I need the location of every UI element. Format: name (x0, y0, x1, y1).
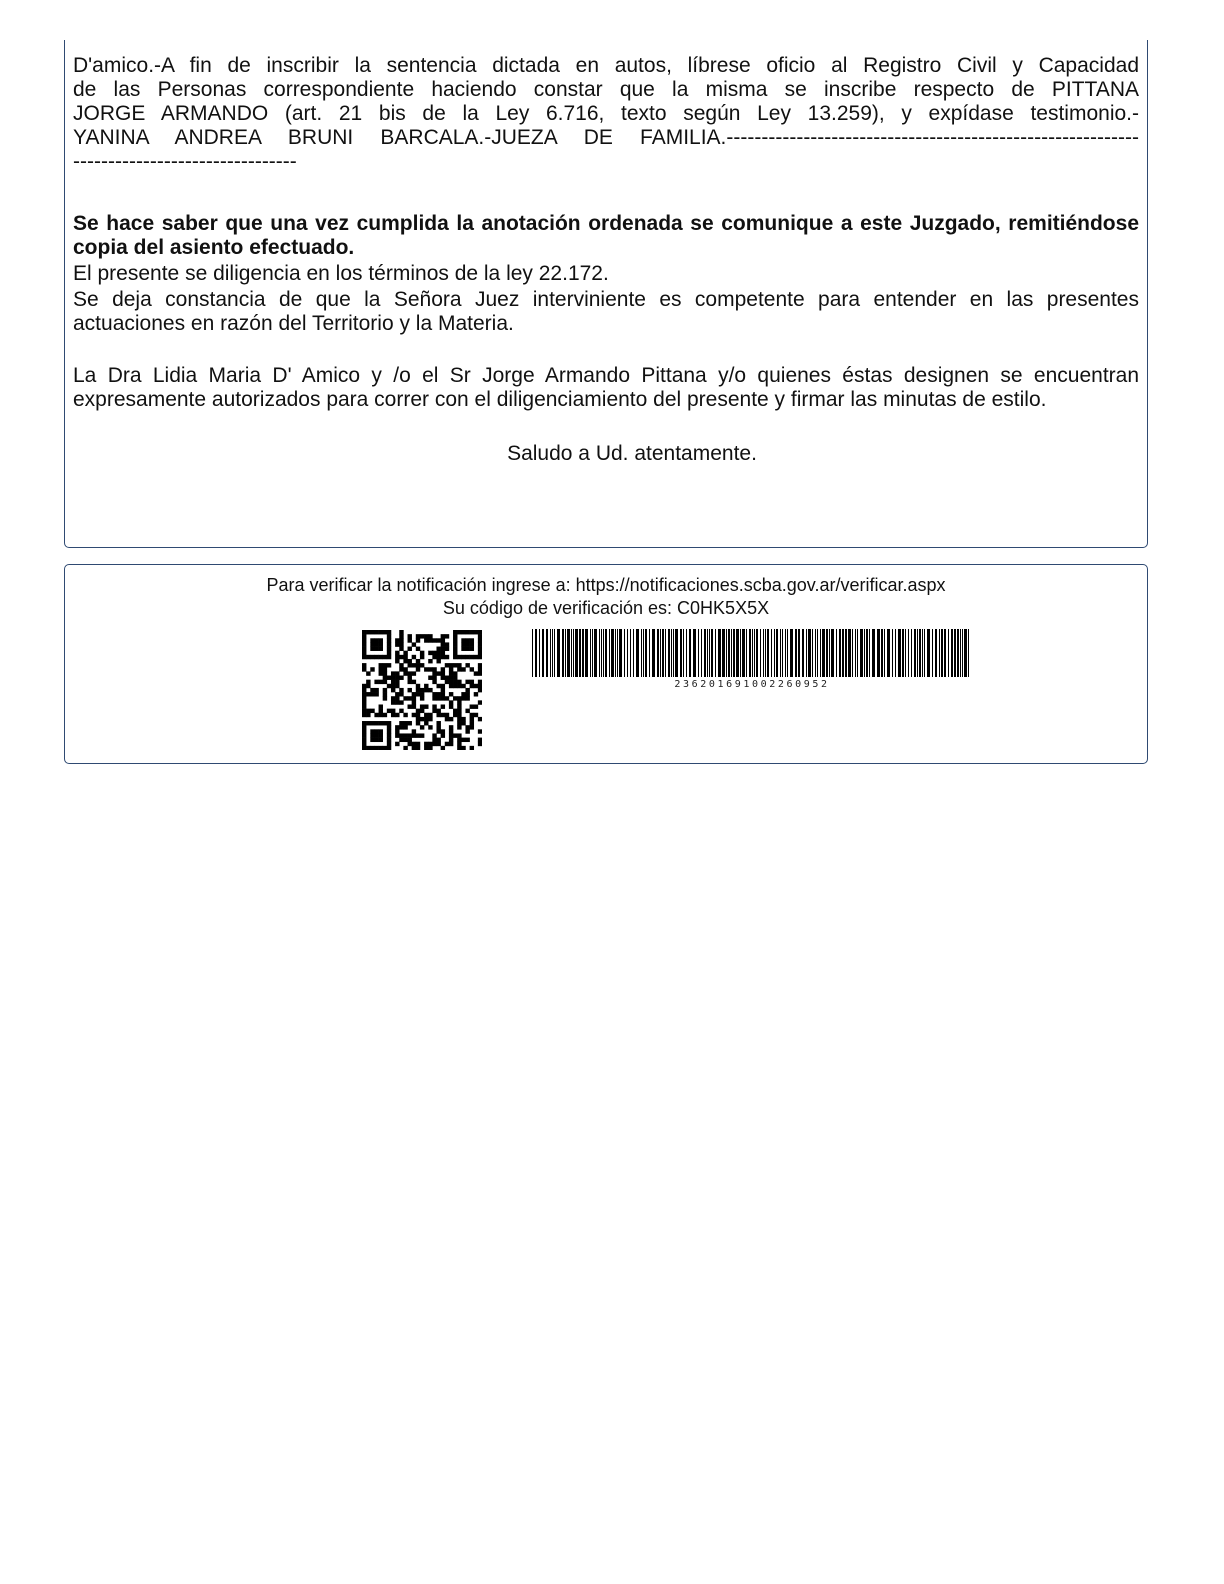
verification-box (64, 564, 1148, 764)
barcode-number: 236201691002260952 (674, 679, 830, 690)
closing-greeting: Saludo a Ud. atentamente. (507, 442, 757, 465)
ruling-text (73, 54, 1139, 174)
competence-paragraph: Se deja constancia de que la Señora Juez interviniente es competente para entender en las presentes actuaciones en razón del Territorio y la Materia. (73, 288, 1139, 335)
notification-body-box (64, 40, 1148, 548)
barcode-icon (532, 629, 972, 677)
law-paragraph: El presente se diligencia en los términos de la ley 22.172. (73, 262, 609, 285)
verification-code-text: Su código de verificación es: C0HK5X5X (442, 598, 770, 618)
notice-paragraph: Se hace saber que una vez cumplida la anotación ordenada se comunique a este Juzgado, remitiéndose copia del asiento efectuado. (73, 212, 1139, 259)
ruling-dash-tail: -------------------------------- (73, 150, 297, 173)
authorization-paragraph: La Dra Lidia Maria D' Amico y /o el Sr Jorge Armando Pittana y/o quienes éstas designen se encuentran expresamente autorizados para correr con el diligenciamiento del presente y firmar las minutas de estilo. (73, 364, 1139, 411)
ruling-line: JORGE ARMANDO (art. 21 bis de la Ley 6.716, texto según Ley 13.259), y expídase testimonio.- (73, 102, 1139, 125)
ruling-line: de las Personas correspondiente haciendo constar que la misma se inscribe respecto de PITTANA (73, 78, 1139, 101)
ruling-line: D'amico.-A fin de inscribir la sentencia dictada en autos, líbrese oficio al Registro Civil y Capacidad (73, 54, 1139, 77)
qr-code-icon (362, 630, 482, 750)
verification-url-text: Para verificar la notificación ingrese a: https://notificaciones.scba.gov.ar/verificar.aspx (266, 575, 946, 595)
ruling-line: YANINA ANDREA BRUNI BARCALA.-JUEZA DE FAMILIA.----------------------------------------------------------- (73, 126, 1139, 149)
